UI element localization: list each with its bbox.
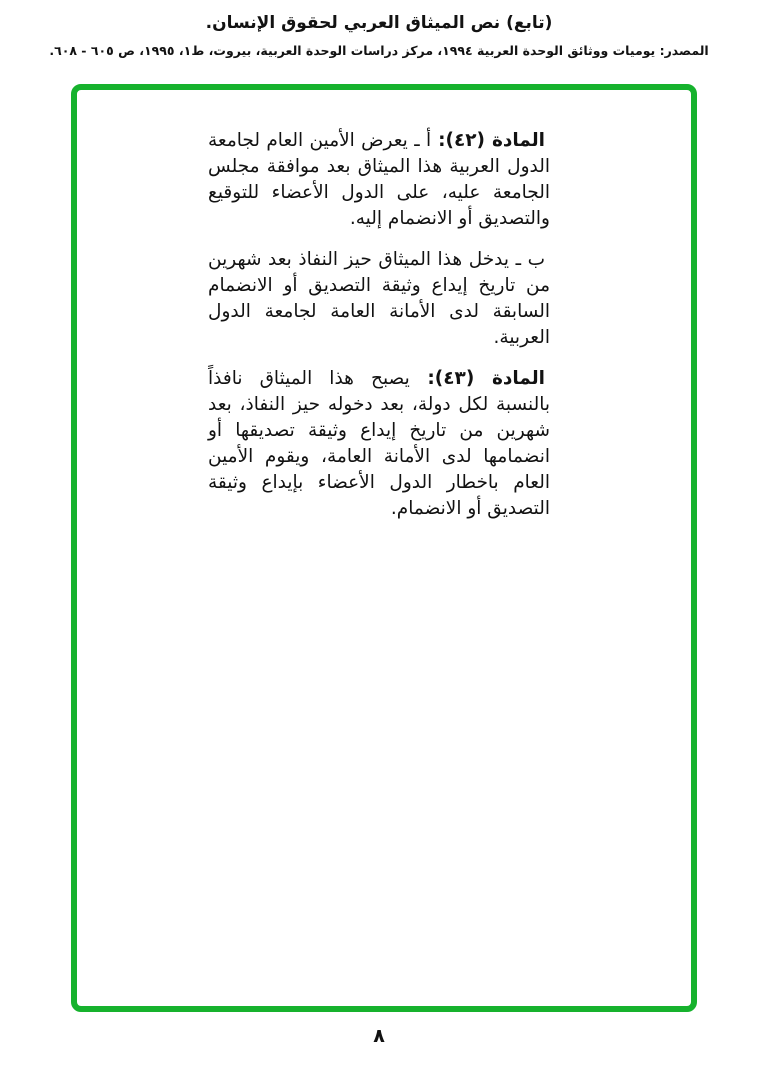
article-42-number: المادة (٤٢): — [431, 130, 545, 151]
article-43-text: يصبح هذا الميثاق نافذاً بالنسبة لكل دولة، بعد دخوله حيز النفاذ، بعد شهرين من تاريخ إيداع وثيقة تصديقها أو انضمامها لدى الأمانة العامة، ويقوم الأمين العام باخطار الدول الأعضاء بإيداع وثيقة التصديق أو الانضمام. — [208, 368, 550, 519]
article-paragraph-43 — [208, 366, 550, 522]
page-header-title: (تابع) نص الميثاق العربي لحقوق الإنسان. — [205, 13, 553, 33]
article-42a-text: أ ـ يعرض الأمين العام لجامعة الدول العربية هذا الميثاق بعد موافقة مجلس الجامعة عليه، على الدول الأعضاء للتوقيع والتصديق أو الانضمام إليه. — [208, 130, 550, 229]
article-42b-text: ب ـ يدخل هذا الميثاق حيز النفاذ بعد شهرين من تاريخ إيداع وثيقة التصديق أو الانضمام السابقة لدى الأمانة العامة لجامعة الدول العربية. — [208, 249, 550, 348]
charter-text-block — [208, 128, 550, 537]
source-citation-line: المصدر: يوميات ووثائق الوحدة العربية ١٩٩٤، مركز دراسات الوحدة العربية، بيروت، ط١، ١٩٩٥، ص ٦٠٥ - ٦٠٨. — [49, 43, 709, 58]
article-paragraph-42b — [208, 247, 550, 351]
page-number: ٨ — [373, 1025, 385, 1047]
article-paragraph-42a — [208, 128, 550, 232]
article-43-number: المادة (٤٣): — [409, 368, 545, 389]
